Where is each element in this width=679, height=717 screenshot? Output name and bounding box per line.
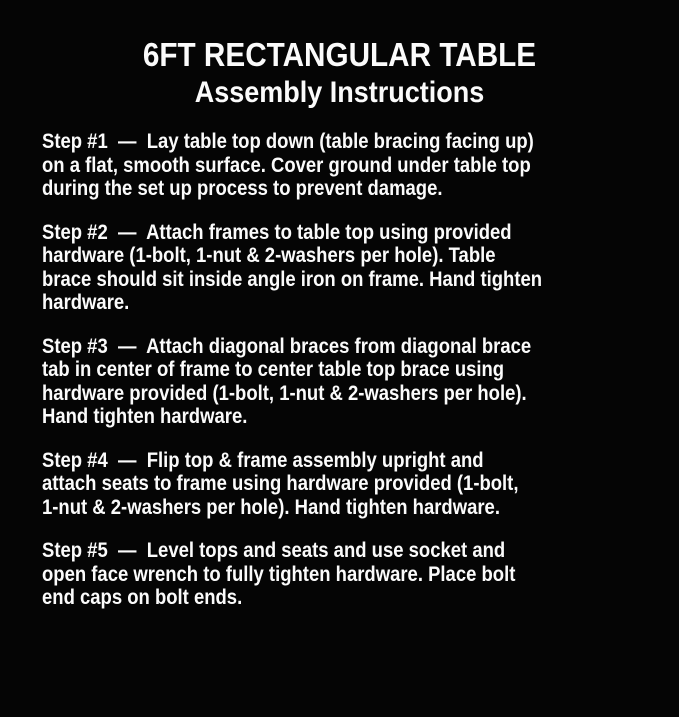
instruction-poster xyxy=(0,38,679,717)
step-3-line: Step #3 — Attach diagonal braces from diagonal brace xyxy=(42,334,532,358)
step-5-line: end caps on bolt ends. xyxy=(42,586,243,609)
step-4-line: Step #4 — Flip top & frame assembly upright and xyxy=(42,448,484,472)
step-2-line: hardware. xyxy=(42,291,130,314)
step-4-line: attach seats to frame using hardware provided (1-bolt, xyxy=(42,472,519,495)
poster-title: 6FT RECTANGULAR TABLE xyxy=(142,36,537,73)
step-2-line: hardware (1-bolt, 1-nut & 2-washers per hole). Table xyxy=(42,244,496,267)
step-1-paragraph xyxy=(42,130,637,201)
step-1-line: during the set up process to prevent damage. xyxy=(42,177,443,200)
poster-subtitle: Assembly Instructions xyxy=(194,76,485,109)
step-3-line: Hand tighten hardware. xyxy=(42,405,248,428)
step-1-line: Step #1 — Lay table top down (table bracing facing up) xyxy=(42,130,534,153)
step-4-paragraph xyxy=(42,449,637,520)
step-3-line: hardware provided (1-bolt, 1-nut & 2-washers per hole). xyxy=(42,381,527,405)
step-2-line: brace should sit inside angle iron on frame. Hand tighten xyxy=(42,267,543,291)
step-5-line: Step #5 — Level tops and seats and use socket and xyxy=(42,539,506,562)
step-2-line: Step #2 — Attach frames to table top using provided xyxy=(42,220,512,244)
step-4-line: 1-nut & 2-washers per hole). Hand tighten hardware. xyxy=(42,495,500,519)
step-5-paragraph xyxy=(42,539,637,610)
step-5-line: open face wrench to fully tighten hardware. Place bolt xyxy=(42,562,516,586)
step-3-paragraph xyxy=(42,335,637,429)
step-2-paragraph xyxy=(42,221,637,315)
step-1-line: on a flat, smooth surface. Cover ground under table top xyxy=(42,153,531,177)
step-3-line: tab in center of frame to center table top brace using xyxy=(42,358,505,381)
assembly-steps-list xyxy=(42,130,637,610)
